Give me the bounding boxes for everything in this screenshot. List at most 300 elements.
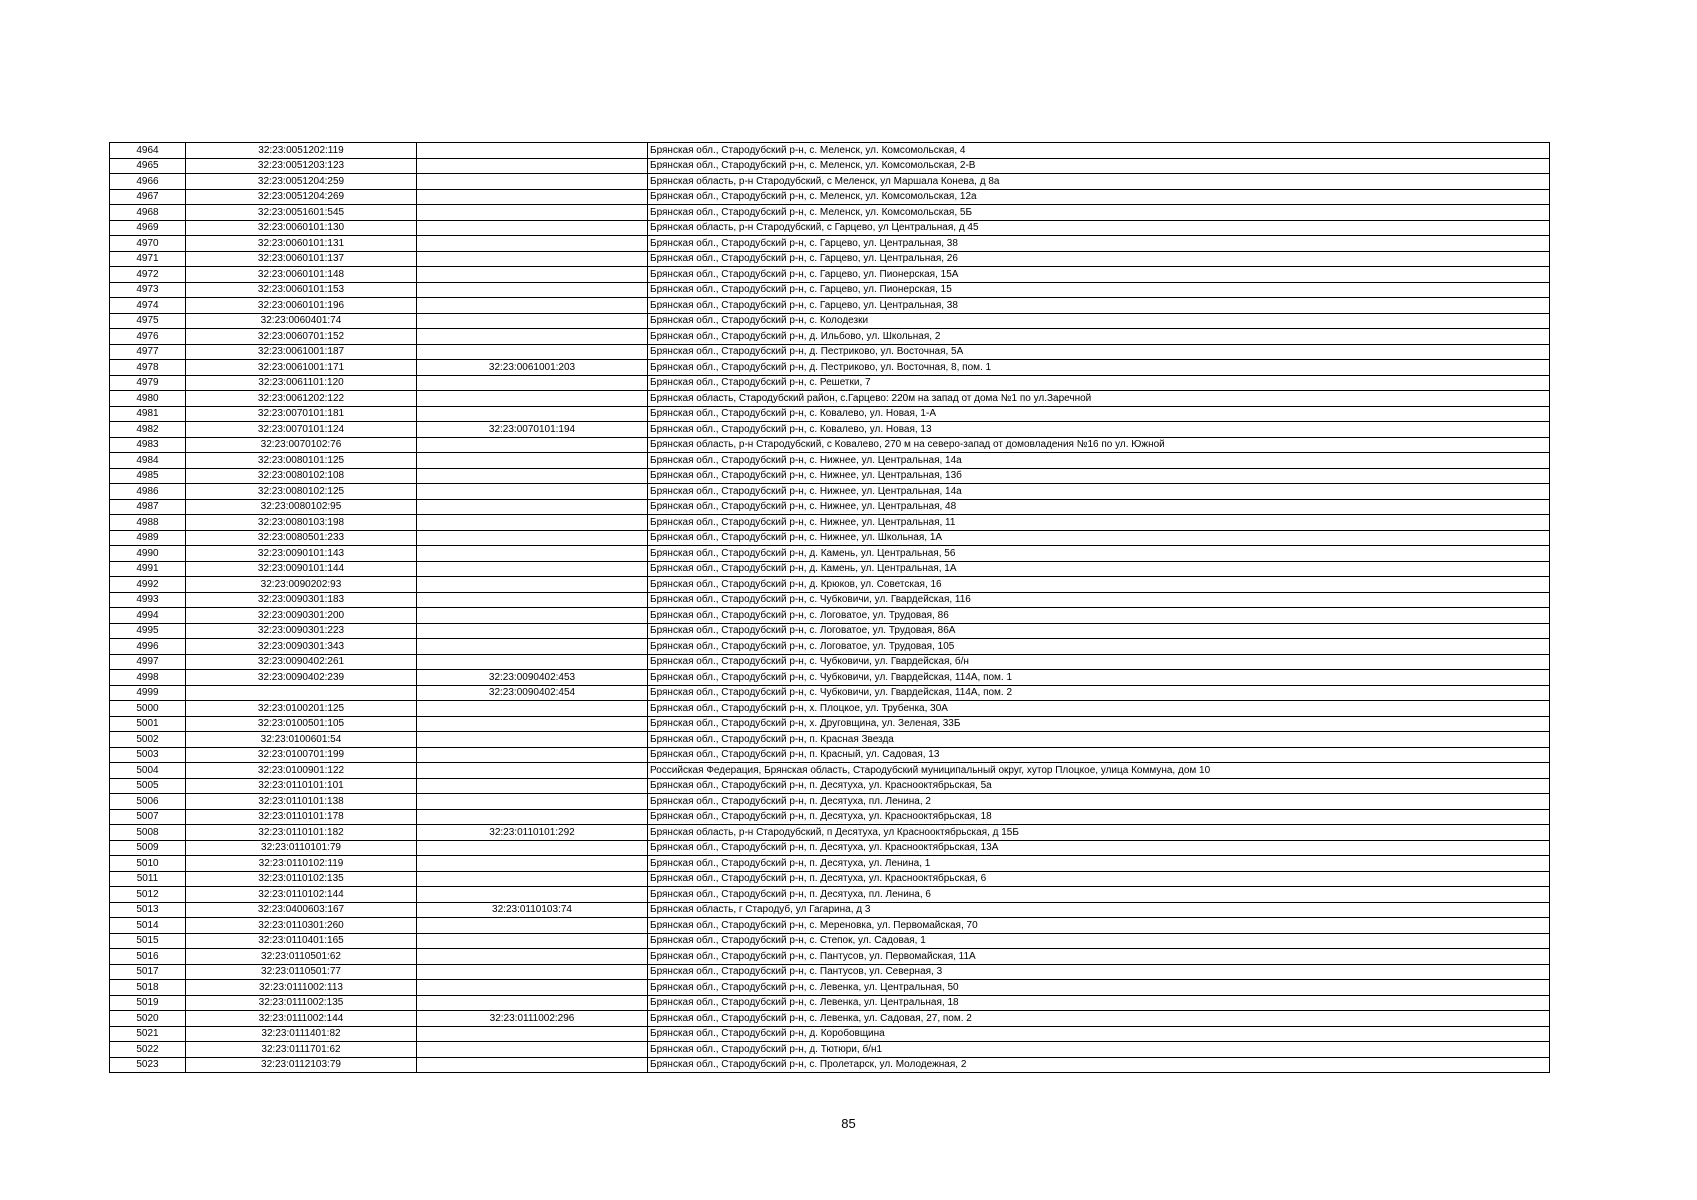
table-row — [110, 220, 1550, 236]
row-number: 4981 — [110, 406, 186, 422]
cadastral-number: 32:23:0111002:113 — [186, 980, 417, 996]
row-number: 4979 — [110, 375, 186, 391]
related-cadastral-number — [417, 174, 648, 190]
page-number: 85 — [841, 1116, 856, 1131]
row-number: 4975 — [110, 313, 186, 329]
address-cell: Брянская обл., Стародубский р-н, с. Логоватое, ул. Трудовая, 105 — [648, 639, 1550, 655]
cadastral-number: 32:23:0060101:130 — [186, 220, 417, 236]
address-cell: Брянская обл., Стародубский р-н, д. Ильбово, ул. Школьная, 2 — [648, 329, 1550, 345]
address-cell: Брянская обл., Стародубский р-н, с. Чубковичи, ул. Гвардейская, 116 — [648, 592, 1550, 608]
row-number: 5020 — [110, 1011, 186, 1027]
address-cell: Брянская обл., Стародубский р-н, с. Нижнее, ул. Центральная, 13б — [648, 468, 1550, 484]
table-row — [110, 825, 1550, 841]
row-number: 4982 — [110, 422, 186, 438]
address-cell: Брянская обл., Стародубский р-н, с. Решетки, 7 — [648, 375, 1550, 391]
table-row — [110, 189, 1550, 205]
address-cell: Брянская обл., Стародубский р-н, п. Десятуха, пл. Ленина, 6 — [648, 887, 1550, 903]
cadastral-number: 32:23:0110102:144 — [186, 887, 417, 903]
table-row — [110, 577, 1550, 593]
address-cell: Брянская обл., Стародубский р-н, п. Красный, ул. Садовая, 13 — [648, 747, 1550, 763]
row-number: 4974 — [110, 298, 186, 314]
row-number: 4976 — [110, 329, 186, 345]
related-cadastral-number — [417, 453, 648, 469]
cadastral-number: 32:23:0061001:171 — [186, 360, 417, 376]
row-number: 5018 — [110, 980, 186, 996]
table-row — [110, 639, 1550, 655]
table-row — [110, 158, 1550, 174]
table-row — [110, 778, 1550, 794]
table-row — [110, 484, 1550, 500]
address-cell: Брянская обл., Стародубский р-н, с. Гарцево, ул. Пионерская, 15А — [648, 267, 1550, 283]
cadastral-number: 32:23:0090101:144 — [186, 561, 417, 577]
row-number: 4989 — [110, 530, 186, 546]
related-cadastral-number — [417, 949, 648, 965]
address-cell: Брянская обл., Стародубский р-н, с. Меленск, ул. Комсомольская, 12а — [648, 189, 1550, 205]
row-number: 4987 — [110, 499, 186, 515]
address-cell: Брянская обл., Стародубский р-н, д. Камень, ул. Центральная, 56 — [648, 546, 1550, 562]
row-number: 4997 — [110, 654, 186, 670]
related-cadastral-number — [417, 639, 648, 655]
table-row — [110, 391, 1550, 407]
address-cell: Брянская обл., Стародубский р-н, с. Чубковичи, ул. Гвардейская, б/н — [648, 654, 1550, 670]
cadastral-number: 32:23:0111002:144 — [186, 1011, 417, 1027]
cadastral-number: 32:23:0060101:196 — [186, 298, 417, 314]
address-cell: Брянская область, р-н Стародубский, с Ковалево, 270 м на северо-запад от домовладения №16 по ул. Южной — [648, 437, 1550, 453]
cadastral-number: 32:23:0080101:125 — [186, 453, 417, 469]
related-cadastral-number — [417, 871, 648, 887]
related-cadastral-number — [417, 809, 648, 825]
address-cell: Брянская обл., Стародубский р-н, п. Десятуха, ул. Краснооктябрьская, 5а — [648, 778, 1550, 794]
address-cell: Брянская обл., Стародубский р-н, с. Степок, ул. Садовая, 1 — [648, 933, 1550, 949]
address-cell: Брянская обл., Стародубский р-н, с. Пантусов, ул. Северная, 3 — [648, 964, 1550, 980]
cadastral-number: 32:23:0110401:165 — [186, 933, 417, 949]
table-row — [110, 174, 1550, 190]
address-cell: Брянская обл., Стародубский р-н, д. Пестриково, ул. Восточная, 5А — [648, 344, 1550, 360]
row-number: 5004 — [110, 763, 186, 779]
address-cell: Брянская обл., Стародубский р-н, д. Крюков, ул. Советская, 16 — [648, 577, 1550, 593]
address-cell: Брянская обл., Стародубский р-н, с. Логоватое, ул. Трудовая, 86 — [648, 608, 1550, 624]
row-number: 4967 — [110, 189, 186, 205]
address-cell: Брянская обл., Стародубский р-н, с. Левенка, ул. Садовая, 27, пом. 2 — [648, 1011, 1550, 1027]
row-number: 5016 — [110, 949, 186, 965]
table-row — [110, 949, 1550, 965]
table-row — [110, 143, 1550, 159]
row-number: 5001 — [110, 716, 186, 732]
cadastral-number: 32:23:0070101:181 — [186, 406, 417, 422]
related-cadastral-number — [417, 608, 648, 624]
row-number: 4993 — [110, 592, 186, 608]
table-row — [110, 685, 1550, 701]
row-number: 5017 — [110, 964, 186, 980]
table-row — [110, 856, 1550, 872]
cadastral-number: 32:23:0110501:77 — [186, 964, 417, 980]
cadastral-number: 32:23:0110501:62 — [186, 949, 417, 965]
row-number: 5005 — [110, 778, 186, 794]
related-cadastral-number — [417, 143, 648, 159]
cadastral-number: 32:23:0070102:76 — [186, 437, 417, 453]
row-number: 5003 — [110, 747, 186, 763]
row-number: 4972 — [110, 267, 186, 283]
table-row — [110, 267, 1550, 283]
address-cell: Брянская область, Стародубский район, с.Гарцево: 220м на запад от дома №1 по ул.Заречной — [648, 391, 1550, 407]
cadastral-number: 32:23:0090101:143 — [186, 546, 417, 562]
address-cell: Брянская обл., Стародубский р-н, с. Пантусов, ул. Первомайская, 11А — [648, 949, 1550, 965]
table-row — [110, 809, 1550, 825]
cadastral-number: 32:23:0090402:261 — [186, 654, 417, 670]
related-cadastral-number — [417, 561, 648, 577]
table-row — [110, 329, 1550, 345]
row-number: 4988 — [110, 515, 186, 531]
cadastral-number: 32:23:0090301:343 — [186, 639, 417, 655]
row-number: 5015 — [110, 933, 186, 949]
related-cadastral-number — [417, 887, 648, 903]
row-number: 5012 — [110, 887, 186, 903]
cadastral-number: 32:23:0061101:120 — [186, 375, 417, 391]
related-cadastral-number: 32:23:0090402:453 — [417, 670, 648, 686]
row-number: 4985 — [110, 468, 186, 484]
related-cadastral-number — [417, 701, 648, 717]
cadastral-number: 32:23:0080102:125 — [186, 484, 417, 500]
cadastral-number: 32:23:0060101:137 — [186, 251, 417, 267]
related-cadastral-number — [417, 1042, 648, 1058]
row-number: 4970 — [110, 236, 186, 252]
cadastral-number: 32:23:0110101:178 — [186, 809, 417, 825]
address-cell: Брянская обл., Стародубский р-н, с. Колодезки — [648, 313, 1550, 329]
cadastral-number: 32:23:0100501:105 — [186, 716, 417, 732]
table-row — [110, 1011, 1550, 1027]
row-number: 5008 — [110, 825, 186, 841]
related-cadastral-number — [417, 732, 648, 748]
row-number: 5022 — [110, 1042, 186, 1058]
address-cell: Брянская область, р-н Стародубский, с Гарцево, ул Центральная, д 45 — [648, 220, 1550, 236]
table-row — [110, 530, 1550, 546]
address-cell: Брянская обл., Стародубский р-н, с. Чубковичи, ул. Гвардейская, 114А, пом. 1 — [648, 670, 1550, 686]
row-number: 4983 — [110, 437, 186, 453]
cadastral-number: 32:23:0080102:108 — [186, 468, 417, 484]
cadastral-number: 32:23:0061202:122 — [186, 391, 417, 407]
table-row — [110, 422, 1550, 438]
table-row — [110, 871, 1550, 887]
related-cadastral-number — [417, 158, 648, 174]
cadastral-number: 32:23:0110102:119 — [186, 856, 417, 872]
related-cadastral-number — [417, 778, 648, 794]
cadastral-number: 32:23:0110101:182 — [186, 825, 417, 841]
row-number: 4995 — [110, 623, 186, 639]
row-number: 4978 — [110, 360, 186, 376]
address-cell: Брянская обл., Стародубский р-н, с. Меленск, ул. Комсомольская, 4 — [648, 143, 1550, 159]
table-row — [110, 902, 1550, 918]
table-row — [110, 313, 1550, 329]
related-cadastral-number — [417, 205, 648, 221]
related-cadastral-number — [417, 484, 648, 500]
address-cell: Брянская обл., Стародубский р-н, х. Плоцкое, ул. Трубенка, 30А — [648, 701, 1550, 717]
table-row — [110, 1057, 1550, 1073]
related-cadastral-number — [417, 468, 648, 484]
table-row — [110, 608, 1550, 624]
table-row — [110, 1042, 1550, 1058]
row-number: 4966 — [110, 174, 186, 190]
address-cell: Брянская обл., Стародубский р-н, п. Десятуха, пл. Ленина, 2 — [648, 794, 1550, 810]
table-row — [110, 964, 1550, 980]
cadastral-number: 32:23:0090402:239 — [186, 670, 417, 686]
row-number: 4977 — [110, 344, 186, 360]
related-cadastral-number — [417, 794, 648, 810]
row-number: 4990 — [110, 546, 186, 562]
table-row — [110, 701, 1550, 717]
row-number: 5023 — [110, 1057, 186, 1073]
related-cadastral-number: 32:23:0110101:292 — [417, 825, 648, 841]
table-row — [110, 360, 1550, 376]
table-row — [110, 561, 1550, 577]
row-number: 5013 — [110, 902, 186, 918]
related-cadastral-number: 32:23:0111002:296 — [417, 1011, 648, 1027]
table-row — [110, 716, 1550, 732]
cadastral-number: 32:23:0060701:152 — [186, 329, 417, 345]
address-cell: Брянская обл., Стародубский р-н, с. Меленск, ул. Комсомольская, 5Б — [648, 205, 1550, 221]
table-row — [110, 794, 1550, 810]
related-cadastral-number — [417, 344, 648, 360]
cadastral-number: 32:23:0111002:135 — [186, 995, 417, 1011]
cadastral-number: 32:23:0111401:82 — [186, 1026, 417, 1042]
related-cadastral-number — [417, 592, 648, 608]
table-row — [110, 298, 1550, 314]
related-cadastral-number — [417, 236, 648, 252]
table-row — [110, 205, 1550, 221]
cadastral-number: 32:23:0080102:95 — [186, 499, 417, 515]
table-row — [110, 747, 1550, 763]
table-row — [110, 732, 1550, 748]
row-number: 4998 — [110, 670, 186, 686]
related-cadastral-number — [417, 918, 648, 934]
table-row — [110, 995, 1550, 1011]
address-cell: Брянская обл., Стародубский р-н, с. Нижнее, ул. Школьная, 1А — [648, 530, 1550, 546]
cadastral-number: 32:23:0111701:62 — [186, 1042, 417, 1058]
cadastral-number — [186, 685, 417, 701]
row-number: 4965 — [110, 158, 186, 174]
address-cell: Брянская обл., Стародубский р-н, с. Меленск, ул. Комсомольская, 2-В — [648, 158, 1550, 174]
related-cadastral-number — [417, 251, 648, 267]
table-row — [110, 468, 1550, 484]
cadastral-number: 32:23:0110101:79 — [186, 840, 417, 856]
table-row — [110, 499, 1550, 515]
cadastral-number: 32:23:0090301:223 — [186, 623, 417, 639]
related-cadastral-number — [417, 964, 648, 980]
cadastral-number: 32:23:0060101:148 — [186, 267, 417, 283]
related-cadastral-number — [417, 980, 648, 996]
related-cadastral-number — [417, 995, 648, 1011]
related-cadastral-number — [417, 375, 648, 391]
cadastral-number: 32:23:0061001:187 — [186, 344, 417, 360]
row-number: 4994 — [110, 608, 186, 624]
table-row — [110, 887, 1550, 903]
cadastral-number: 32:23:0100201:125 — [186, 701, 417, 717]
cadastral-number: 32:23:0112103:79 — [186, 1057, 417, 1073]
table-row — [110, 453, 1550, 469]
cadastral-number: 32:23:0110102:135 — [186, 871, 417, 887]
table-row — [110, 344, 1550, 360]
related-cadastral-number: 32:23:0061001:203 — [417, 360, 648, 376]
address-cell: Брянская обл., Стародубский р-н, с. Нижнее, ул. Центральная, 48 — [648, 499, 1550, 515]
address-cell: Брянская обл., Стародубский р-н, с. Пролетарск, ул. Молодежная, 2 — [648, 1057, 1550, 1073]
address-cell: Брянская обл., Стародубский р-н, с. Гарцево, ул. Центральная, 38 — [648, 298, 1550, 314]
address-cell: Брянская обл., Стародубский р-н, д. Камень, ул. Центральная, 1А — [648, 561, 1550, 577]
property-registry-table — [109, 142, 1550, 1073]
table-row — [110, 592, 1550, 608]
table-row — [110, 763, 1550, 779]
table-row — [110, 515, 1550, 531]
table-row — [110, 980, 1550, 996]
cadastral-number: 32:23:0080103:198 — [186, 515, 417, 531]
cadastral-number: 32:23:0060101:131 — [186, 236, 417, 252]
row-number: 4968 — [110, 205, 186, 221]
cadastral-number: 32:23:0051601:545 — [186, 205, 417, 221]
related-cadastral-number — [417, 623, 648, 639]
address-cell: Брянская обл., Стародубский р-н, с. Левенка, ул. Центральная, 18 — [648, 995, 1550, 1011]
row-number: 5019 — [110, 995, 186, 1011]
table-row — [110, 375, 1550, 391]
related-cadastral-number — [417, 298, 648, 314]
row-number: 5007 — [110, 809, 186, 825]
cadastral-number: 32:23:0100601:54 — [186, 732, 417, 748]
address-cell: Брянская обл., Стародубский р-н, п. Десятуха, ул. Краснооктябрьская, 13А — [648, 840, 1550, 856]
address-cell: Российская Федерация, Брянская область, Стародубский муниципальный округ, хутор Плоцкое, улица Коммуна, дом 10 — [648, 763, 1550, 779]
row-number: 4969 — [110, 220, 186, 236]
table-row — [110, 933, 1550, 949]
address-cell: Брянская обл., Стародубский р-н, п. Десятуха, ул. Ленина, 1 — [648, 856, 1550, 872]
row-number: 5010 — [110, 856, 186, 872]
cadastral-number: 32:23:0051203:123 — [186, 158, 417, 174]
row-number: 5021 — [110, 1026, 186, 1042]
related-cadastral-number — [417, 267, 648, 283]
related-cadastral-number — [417, 313, 648, 329]
related-cadastral-number — [417, 220, 648, 236]
related-cadastral-number — [417, 282, 648, 298]
cadastral-number: 32:23:0090301:183 — [186, 592, 417, 608]
related-cadastral-number — [417, 329, 648, 345]
related-cadastral-number — [417, 763, 648, 779]
related-cadastral-number — [417, 546, 648, 562]
table-row — [110, 546, 1550, 562]
related-cadastral-number — [417, 189, 648, 205]
row-number: 5002 — [110, 732, 186, 748]
address-cell: Брянская обл., Стародубский р-н, с. Гарцево, ул. Пионерская, 15 — [648, 282, 1550, 298]
cadastral-number: 32:23:0051202:119 — [186, 143, 417, 159]
cadastral-number: 32:23:0110101:138 — [186, 794, 417, 810]
address-cell: Брянская обл., Стародубский р-н, с. Ковалево, ул. Новая, 13 — [648, 422, 1550, 438]
cadastral-number: 32:23:0110101:101 — [186, 778, 417, 794]
address-cell: Брянская обл., Стародубский р-н, п. Красная Звезда — [648, 732, 1550, 748]
address-cell: Брянская обл., Стародубский р-н, с. Левенка, ул. Центральная, 50 — [648, 980, 1550, 996]
cadastral-number: 32:23:0400603:167 — [186, 902, 417, 918]
row-number: 5000 — [110, 701, 186, 717]
related-cadastral-number — [417, 530, 648, 546]
row-number: 4996 — [110, 639, 186, 655]
related-cadastral-number — [417, 406, 648, 422]
table-row — [110, 840, 1550, 856]
address-cell: Брянская обл., Стародубский р-н, п. Десятуха, ул. Краснооктябрьская, 18 — [648, 809, 1550, 825]
address-cell: Брянская обл., Стародубский р-н, д. Тютюри, б/н1 — [648, 1042, 1550, 1058]
related-cadastral-number: 32:23:0090402:454 — [417, 685, 648, 701]
address-cell: Брянская обл., Стародубский р-н, с. Нижнее, ул. Центральная, 14а — [648, 453, 1550, 469]
related-cadastral-number — [417, 499, 648, 515]
row-number: 5014 — [110, 918, 186, 934]
address-cell: Брянская обл., Стародубский р-н, с. Логоватое, ул. Трудовая, 86А — [648, 623, 1550, 639]
table-row — [110, 1026, 1550, 1042]
address-cell: Брянская обл., Стародубский р-н, д. Пестриково, ул. Восточная, 8, пом. 1 — [648, 360, 1550, 376]
related-cadastral-number — [417, 391, 648, 407]
related-cadastral-number — [417, 840, 648, 856]
address-cell: Брянская обл., Стародубский р-н, с. Ковалево, ул. Новая, 1-А — [648, 406, 1550, 422]
table-row — [110, 406, 1550, 422]
cadastral-number: 32:23:0100701:199 — [186, 747, 417, 763]
cadastral-number: 32:23:0100901:122 — [186, 763, 417, 779]
cadastral-number: 32:23:0060101:153 — [186, 282, 417, 298]
cadastral-number: 32:23:0070101:124 — [186, 422, 417, 438]
address-cell: Брянская обл., Стародубский р-н, п. Десятуха, ул. Краснооктябрьская, 6 — [648, 871, 1550, 887]
address-cell: Брянская область, г Стародуб, ул Гагарина, д 3 — [648, 902, 1550, 918]
address-cell: Брянская обл., Стародубский р-н, х. Друговщина, ул. Зеленая, 33Б — [648, 716, 1550, 732]
address-cell: Брянская область, р-н Стародубский, п Десятуха, ул Краснооктябрьская, д 15Б — [648, 825, 1550, 841]
related-cadastral-number — [417, 716, 648, 732]
table-row — [110, 437, 1550, 453]
row-number: 5011 — [110, 871, 186, 887]
address-cell: Брянская обл., Стародубский р-н, д. Коробовщина — [648, 1026, 1550, 1042]
row-number: 5006 — [110, 794, 186, 810]
registry-rows — [110, 143, 1550, 1073]
related-cadastral-number — [417, 515, 648, 531]
related-cadastral-number: 32:23:0110103:74 — [417, 902, 648, 918]
related-cadastral-number — [417, 437, 648, 453]
row-number: 4991 — [110, 561, 186, 577]
related-cadastral-number — [417, 1026, 648, 1042]
related-cadastral-number — [417, 1057, 648, 1073]
row-number: 4992 — [110, 577, 186, 593]
row-number: 4973 — [110, 282, 186, 298]
table-row — [110, 623, 1550, 639]
cadastral-number: 32:23:0110301:260 — [186, 918, 417, 934]
address-cell: Брянская обл., Стародубский р-н, с. Нижнее, ул. Центральная, 14а — [648, 484, 1550, 500]
cadastral-number: 32:23:0090301:200 — [186, 608, 417, 624]
row-number: 4971 — [110, 251, 186, 267]
table-row — [110, 251, 1550, 267]
cadastral-number: 32:23:0060401:74 — [186, 313, 417, 329]
row-number: 4964 — [110, 143, 186, 159]
table-row — [110, 670, 1550, 686]
row-number: 4999 — [110, 685, 186, 701]
cadastral-number: 32:23:0051204:259 — [186, 174, 417, 190]
related-cadastral-number — [417, 654, 648, 670]
row-number: 4984 — [110, 453, 186, 469]
related-cadastral-number — [417, 933, 648, 949]
address-cell: Брянская обл., Стародубский р-н, с. Нижнее, ул. Центральная, 11 — [648, 515, 1550, 531]
address-cell: Брянская область, р-н Стародубский, с Меленск, ул Маршала Конева, д 8а — [648, 174, 1550, 190]
cadastral-number: 32:23:0090202:93 — [186, 577, 417, 593]
table-row — [110, 654, 1550, 670]
row-number: 5009 — [110, 840, 186, 856]
related-cadastral-number — [417, 747, 648, 763]
row-number: 4980 — [110, 391, 186, 407]
related-cadastral-number — [417, 577, 648, 593]
address-cell: Брянская обл., Стародубский р-н, с. Гарцево, ул. Центральная, 38 — [648, 236, 1550, 252]
row-number: 4986 — [110, 484, 186, 500]
address-cell: Брянская обл., Стародубский р-н, с. Мереновка, ул. Первомайская, 70 — [648, 918, 1550, 934]
cadastral-number: 32:23:0051204:269 — [186, 189, 417, 205]
related-cadastral-number — [417, 856, 648, 872]
table-row — [110, 918, 1550, 934]
cadastral-number: 32:23:0080501:233 — [186, 530, 417, 546]
table-row — [110, 236, 1550, 252]
address-cell: Брянская обл., Стародубский р-н, с. Гарцево, ул. Центральная, 26 — [648, 251, 1550, 267]
